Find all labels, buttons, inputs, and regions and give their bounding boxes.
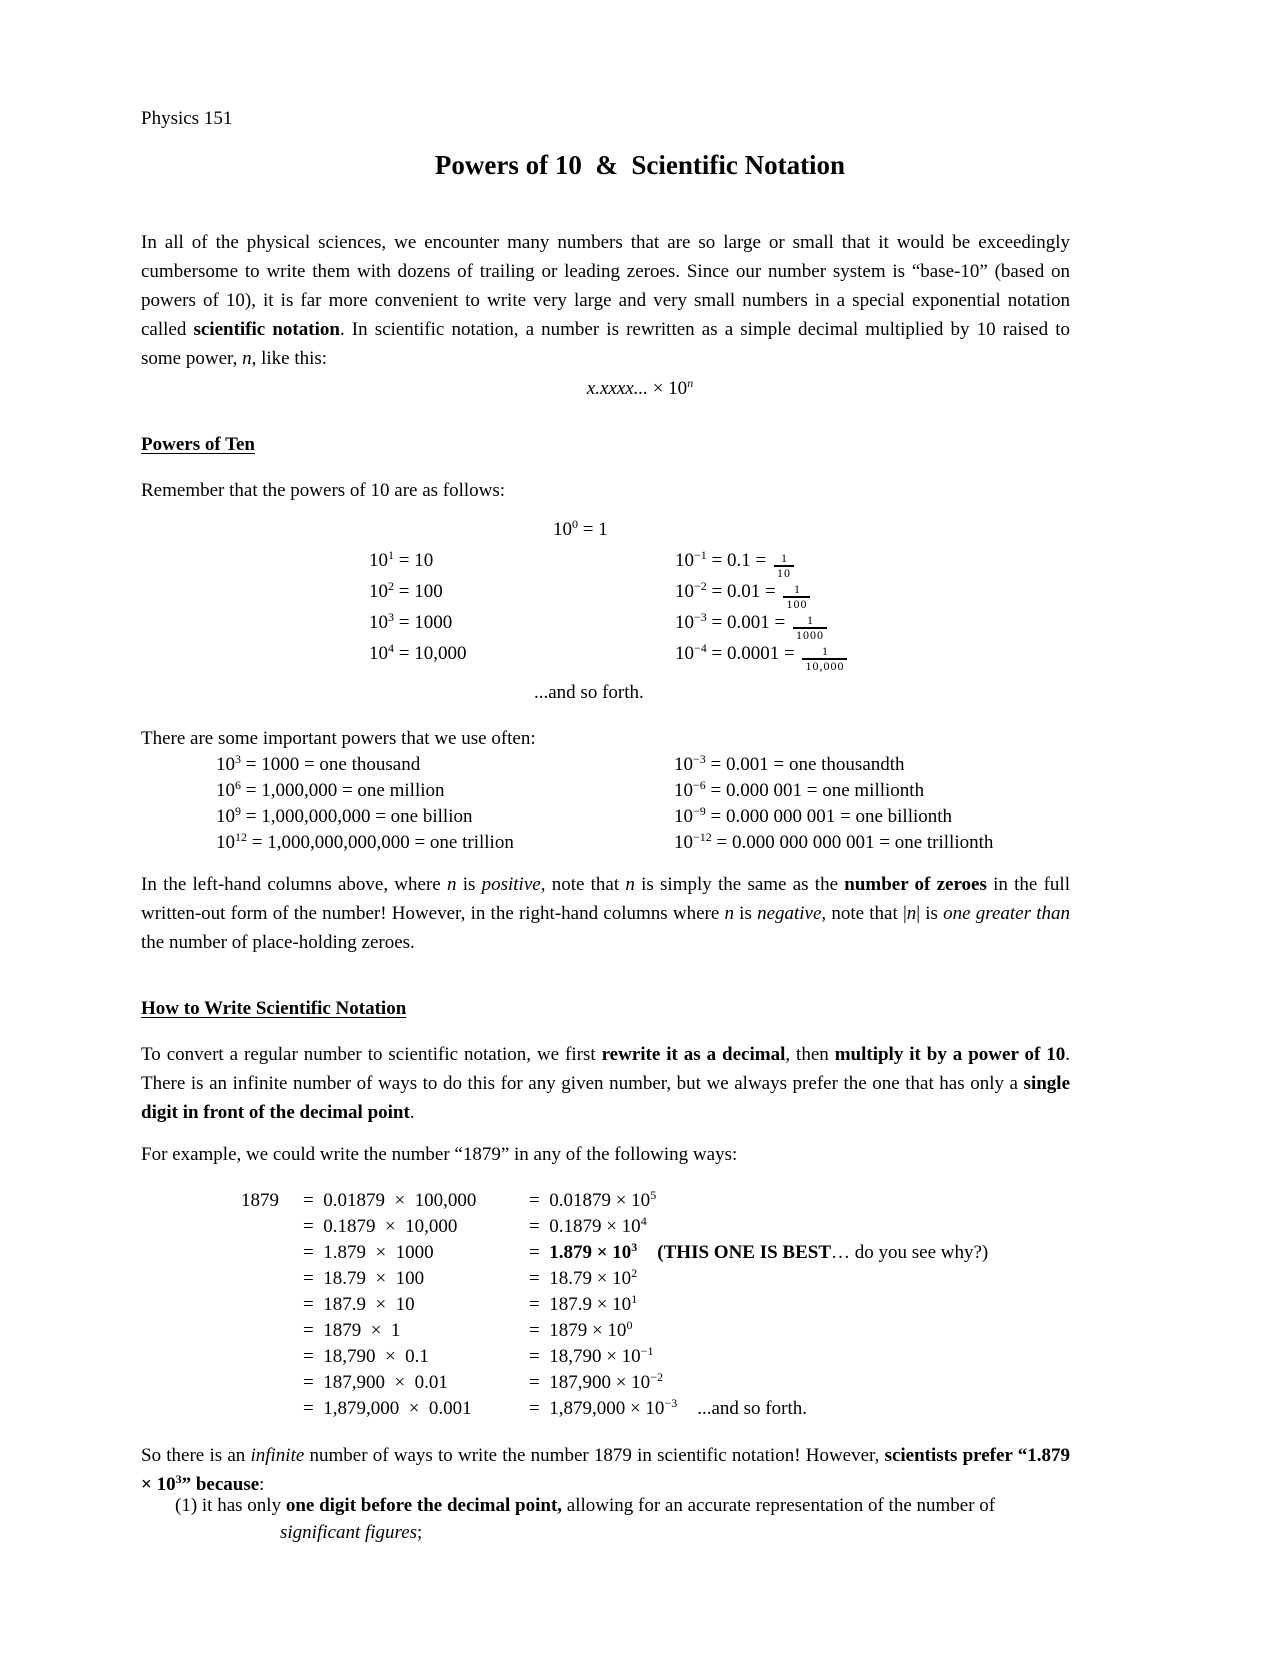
example-decimal-form: = 1,879,000 × 0.001	[303, 1398, 472, 1419]
example-row	[141, 1240, 1201, 1266]
example-intro-text: For example, we could write the number “1879” in any of the following ways:	[141, 1144, 738, 1165]
important-powers-intro: There are some important powers that we use often:	[141, 728, 536, 749]
example-row	[141, 1396, 1201, 1422]
intro-paragraph: In all of the physical sciences, we encounter many numbers that are so large or small that it would be exceedingly cumbersome to write them with dozens of trailing or leading zeroes. Since our number system is “base-10” (based on powers of 10), it is far more convenient to write very large and very small numbers in a special exponential notation called scientific notation. In scientific notation, a number is rewritten as a simple decimal multiplied by 10 raised to some power, n, like this:	[141, 232, 1070, 369]
example-decimal-form: = 18.79 × 100	[303, 1268, 425, 1289]
reason-1: (1) it has only one digit before the decimal point, allowing for an accurate representation of the number of	[175, 1495, 996, 1516]
example-power-form: = $18,790 \times 10^{-1}$	[529, 1344, 654, 1367]
example-power-form: = $187.9 \times 10^1$	[529, 1292, 638, 1315]
example-row	[141, 1370, 1201, 1396]
example-decimal-form: = 0.1879 × 10,000	[303, 1216, 458, 1237]
example-note: (THIS ONE IS BEST… do you see why?)	[657, 1242, 989, 1263]
how-to-write-heading: How to Write Scientific Notation	[141, 998, 407, 1019]
example-decimal-form: = 187.9 × 10	[303, 1294, 415, 1315]
important-powers-section	[141, 726, 1141, 856]
example-1879-table	[141, 1188, 1201, 1422]
example-power-form: = $0.1879 \times 10^4$	[529, 1214, 647, 1237]
reason-1-continuation: significant figures;	[280, 1522, 423, 1543]
important-powers-list	[141, 752, 1141, 856]
example-power-form: = $1,879,000 \times 10^{-3}$	[529, 1396, 678, 1419]
powers-of-ten-table	[141, 514, 1131, 706]
example-row	[141, 1188, 1201, 1214]
power-row	[141, 576, 1131, 611]
important-power-positive: $10^9 = 1,000,000,000$ = one billion	[216, 804, 473, 827]
important-power-positive: $10^6 = 1,000,000$ = one million	[216, 778, 445, 801]
convert-paragraph: To convert a regular number to scientific notation, we first rewrite it as a decimal, then multiply it by a power of 10. There is an infinite number of ways to do this for any given number, but we always prefer the one that has only a single digit in front of the decimal point.	[141, 1044, 1071, 1123]
power-row	[141, 638, 1131, 673]
fraction: $\frac{1}{10,000}$	[802, 645, 847, 672]
fraction: $\frac{1}{10}$	[774, 552, 794, 579]
example-power-form: = $18.79 \times 10^2$	[529, 1266, 638, 1289]
power-negative: $10^{-2} = 0.01$ = $\frac{1}{100}$	[675, 576, 810, 611]
important-power-row	[141, 778, 1141, 804]
example-power-form: = $187,900 \times 10^{-2}$	[529, 1370, 663, 1393]
powers-intro-text: Remember that the powers of 10 are as follows:	[141, 480, 506, 501]
example-row	[141, 1318, 1201, 1344]
power-positive: $10^3 = 1000$	[369, 610, 453, 633]
power-row	[141, 545, 1131, 580]
power-row	[141, 607, 1131, 642]
zeroes-note-paragraph: In the left-hand columns above, where n is positive, note that n is simply the same as the number of zeroes in the full written-out form of the number! However, in the right-hand columns where n is negative, note that |n| is one greater than the number of place-holding zeroes.	[141, 874, 1070, 953]
example-decimal-form: = 1.879 × 1000	[303, 1242, 434, 1263]
example-decimal-form: = 1879 × 1	[303, 1320, 401, 1341]
powers-of-ten-heading: Powers of Ten	[141, 434, 255, 455]
power-positive: $10^4 = 10,000$	[369, 641, 467, 664]
important-power-positive: $10^3 = 1000$ = one thousand	[216, 752, 421, 775]
example-power-form: = $1.879 \times 10^3$	[529, 1240, 638, 1263]
example-row	[141, 1344, 1201, 1370]
example-lead: 1879	[241, 1190, 279, 1211]
power-negative: $10^{-1} = 0.1$ = $\frac{1}{10}$	[675, 545, 794, 580]
fraction: $\frac{1}{100}$	[783, 583, 810, 610]
power-negative: $10^{-3} = 0.001$ = $\frac{1}{1000}$	[675, 607, 827, 642]
powers-rows	[141, 545, 1131, 673]
important-power-positive: $10^{12} = 1,000,000,000,000$ = one trillion	[216, 830, 514, 853]
important-power-negative: $10^{-3} = 0.001$ = one thousandth	[674, 752, 905, 775]
page-title: Powers of 10 & Scientific Notation	[434, 150, 846, 180]
example-decimal-form: = 187,900 × 0.01	[303, 1372, 448, 1393]
example-power-form: = $0.01879 \times 10^5$	[529, 1188, 657, 1211]
example-row	[141, 1292, 1201, 1318]
important-power-row	[141, 830, 1141, 856]
example-row	[141, 1266, 1201, 1292]
and-so-forth-text: ...and so forth.	[534, 682, 644, 703]
power-negative: $10^{-4} = 0.0001$ = $\frac{1}{10,000}$	[675, 638, 847, 673]
important-power-negative: $10^{-12} = 0.000$ 000 000 001 = one trillionth	[674, 830, 994, 853]
power-zero-row: $10^0 = 1$	[553, 517, 608, 540]
example-row	[141, 1214, 1201, 1240]
important-power-row	[141, 752, 1141, 778]
important-power-negative: $10^{-6} = 0.000$ 001 = one millionth	[674, 778, 925, 801]
power-positive: $10^2 = 100$	[369, 579, 443, 602]
power-positive: $10^1 = 10$	[369, 548, 434, 571]
example-decimal-form: = 0.01879 × 100,000	[303, 1190, 477, 1211]
important-power-negative: $10^{-9} = 0.000$ 000 001 = one billionth	[674, 804, 953, 827]
fraction: $\frac{1}{1000}$	[793, 614, 827, 641]
conclusion-paragraph: So there is an infinite number of ways to write the number 1879 in scientific notation! However, scientists prefer “$1.879 \times 10^3$” because:	[141, 1445, 1070, 1495]
example-note: ...and so forth.	[697, 1398, 807, 1419]
example-decimal-form: = 18,790 × 0.1	[303, 1346, 429, 1367]
important-power-row	[141, 804, 1141, 830]
notation-formula: x.xxxx... × $10^n$	[586, 376, 694, 399]
example-power-form: = $1879 \times 10^0$	[529, 1318, 633, 1341]
course-label: Physics 151	[141, 108, 233, 129]
